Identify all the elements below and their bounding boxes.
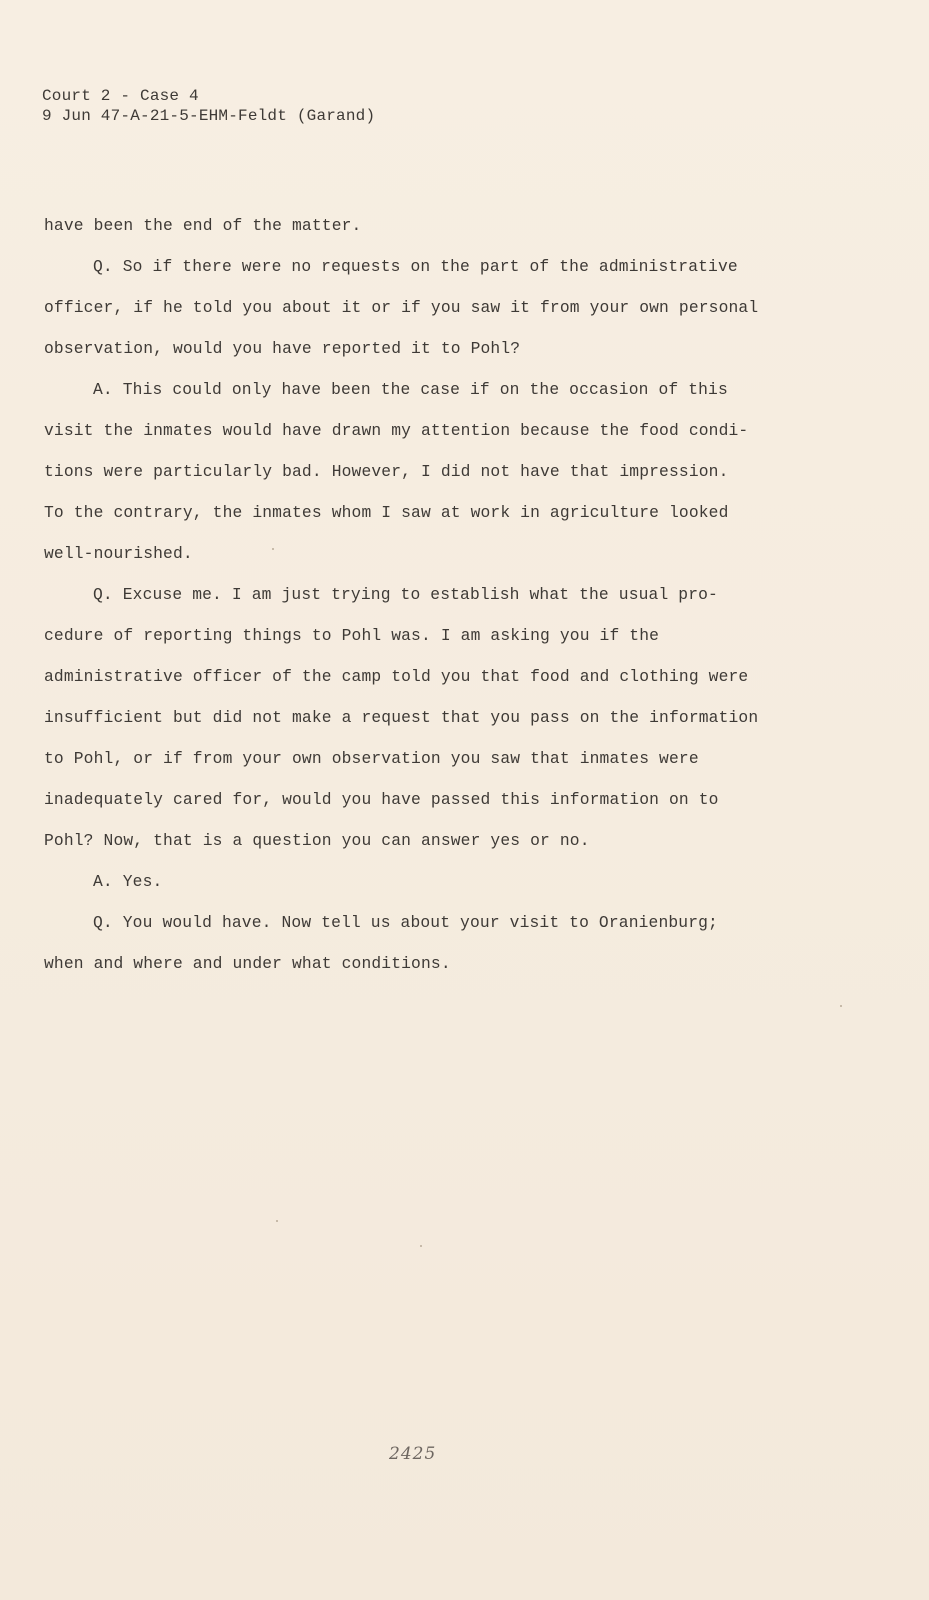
transcript-line: administrative officer of the camp told you that food and clothing were (44, 667, 749, 686)
court-case-label: Court 2 - Case 4 (42, 87, 199, 105)
transcript-line: Q. So if there were no requests on the part of the administrative (93, 257, 738, 276)
transcript-body (44, 205, 844, 984)
paper-speck (276, 1220, 278, 1222)
transcript-line: A. Yes. (93, 872, 163, 891)
transcript-line: well-nourished. (44, 544, 193, 563)
transcript-line: have been the end of the matter. (44, 216, 362, 235)
transcript-reference: 9 Jun 47-A-21-5-EHM-Feldt (Garand) (42, 107, 376, 125)
transcript-line: insufficient but did not make a request that you pass on the information (44, 708, 759, 727)
transcript-line: A. This could only have been the case if on the occasion of this (93, 380, 728, 399)
transcript-line: Pohl? Now, that is a question you can answer yes or no. (44, 831, 590, 850)
transcript-line: inadequately cared for, would you have passed this information on to (44, 790, 719, 809)
transcript-line: tions were particularly bad. However, I did not have that impression. (44, 462, 729, 481)
transcript-line: when and where and under what conditions. (44, 954, 451, 973)
transcript-line: visit the inmates would have drawn my attention because the food condi- (44, 421, 749, 440)
transcript-line: To the contrary, the inmates whom I saw at work in agriculture looked (44, 503, 729, 522)
transcript-line: Q. Excuse me. I am just trying to establish what the usual pro- (93, 585, 718, 604)
transcript-line: Q. You would have. Now tell us about your visit to Oranienburg; (93, 913, 718, 932)
transcript-line: officer, if he told you about it or if you saw it from your own personal (44, 298, 759, 317)
transcript-line: cedure of reporting things to Pohl was. I am asking you if the (44, 626, 660, 645)
page-number: 2425 (389, 1444, 437, 1464)
transcript-line: observation, would you have reported it to Pohl? (44, 339, 521, 358)
document-header (42, 86, 375, 126)
paper-speck (272, 548, 274, 550)
paper-speck (420, 1245, 422, 1247)
paper-speck (840, 1005, 842, 1007)
transcript-line: to Pohl, or if from your own observation you saw that inmates were (44, 749, 699, 768)
